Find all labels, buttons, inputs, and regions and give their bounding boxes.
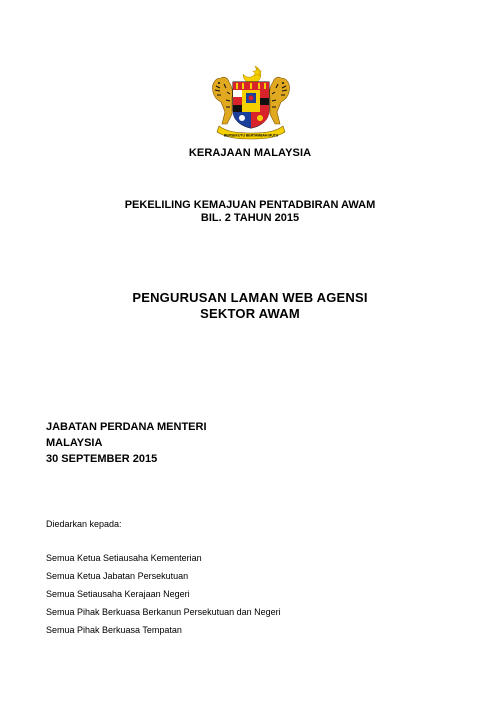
issuer-country: MALAYSIA [46,437,103,449]
list-item: Semua Ketua Setiausaha Kementerian [46,553,202,563]
circular-title-line1: PEKELILING KEMAJUAN PENTADBIRAN AWAM [124,199,376,211]
subject-line2: SEKTOR AWAM [200,306,300,321]
issuer-department: JABATAN PERDANA MENTERI [46,421,207,433]
circular-title [0,199,500,225]
circular-number: BIL. 2 TAHUN 2015 [200,212,300,224]
distribution-label: Diedarkan kepada: [46,519,122,529]
list-item: Semua Ketua Jabatan Persekutuan [46,571,189,581]
list-item: Semua Pihak Berkuasa Berkanun Persekutuan dan Negeri [46,607,281,617]
subject-line1: PENGURUSAN LAMAN WEB AGENSI [132,290,368,305]
subject-title [0,290,500,322]
issue-date: 30 SEPTEMBER 2015 [46,453,158,465]
list-item: Semua Pihak Berkuasa Tempatan [46,625,182,635]
distribution-list [46,549,281,639]
crest-motto: BERSEKUTU BERTAMBAH MUTU [223,133,279,138]
government-heading: KERAJAAN MALAYSIA [188,147,312,159]
coat-of-arms-icon [205,62,297,142]
issuer-block [46,419,207,467]
list-item: Semua Setiausaha Kerajaan Negeri [46,589,190,599]
